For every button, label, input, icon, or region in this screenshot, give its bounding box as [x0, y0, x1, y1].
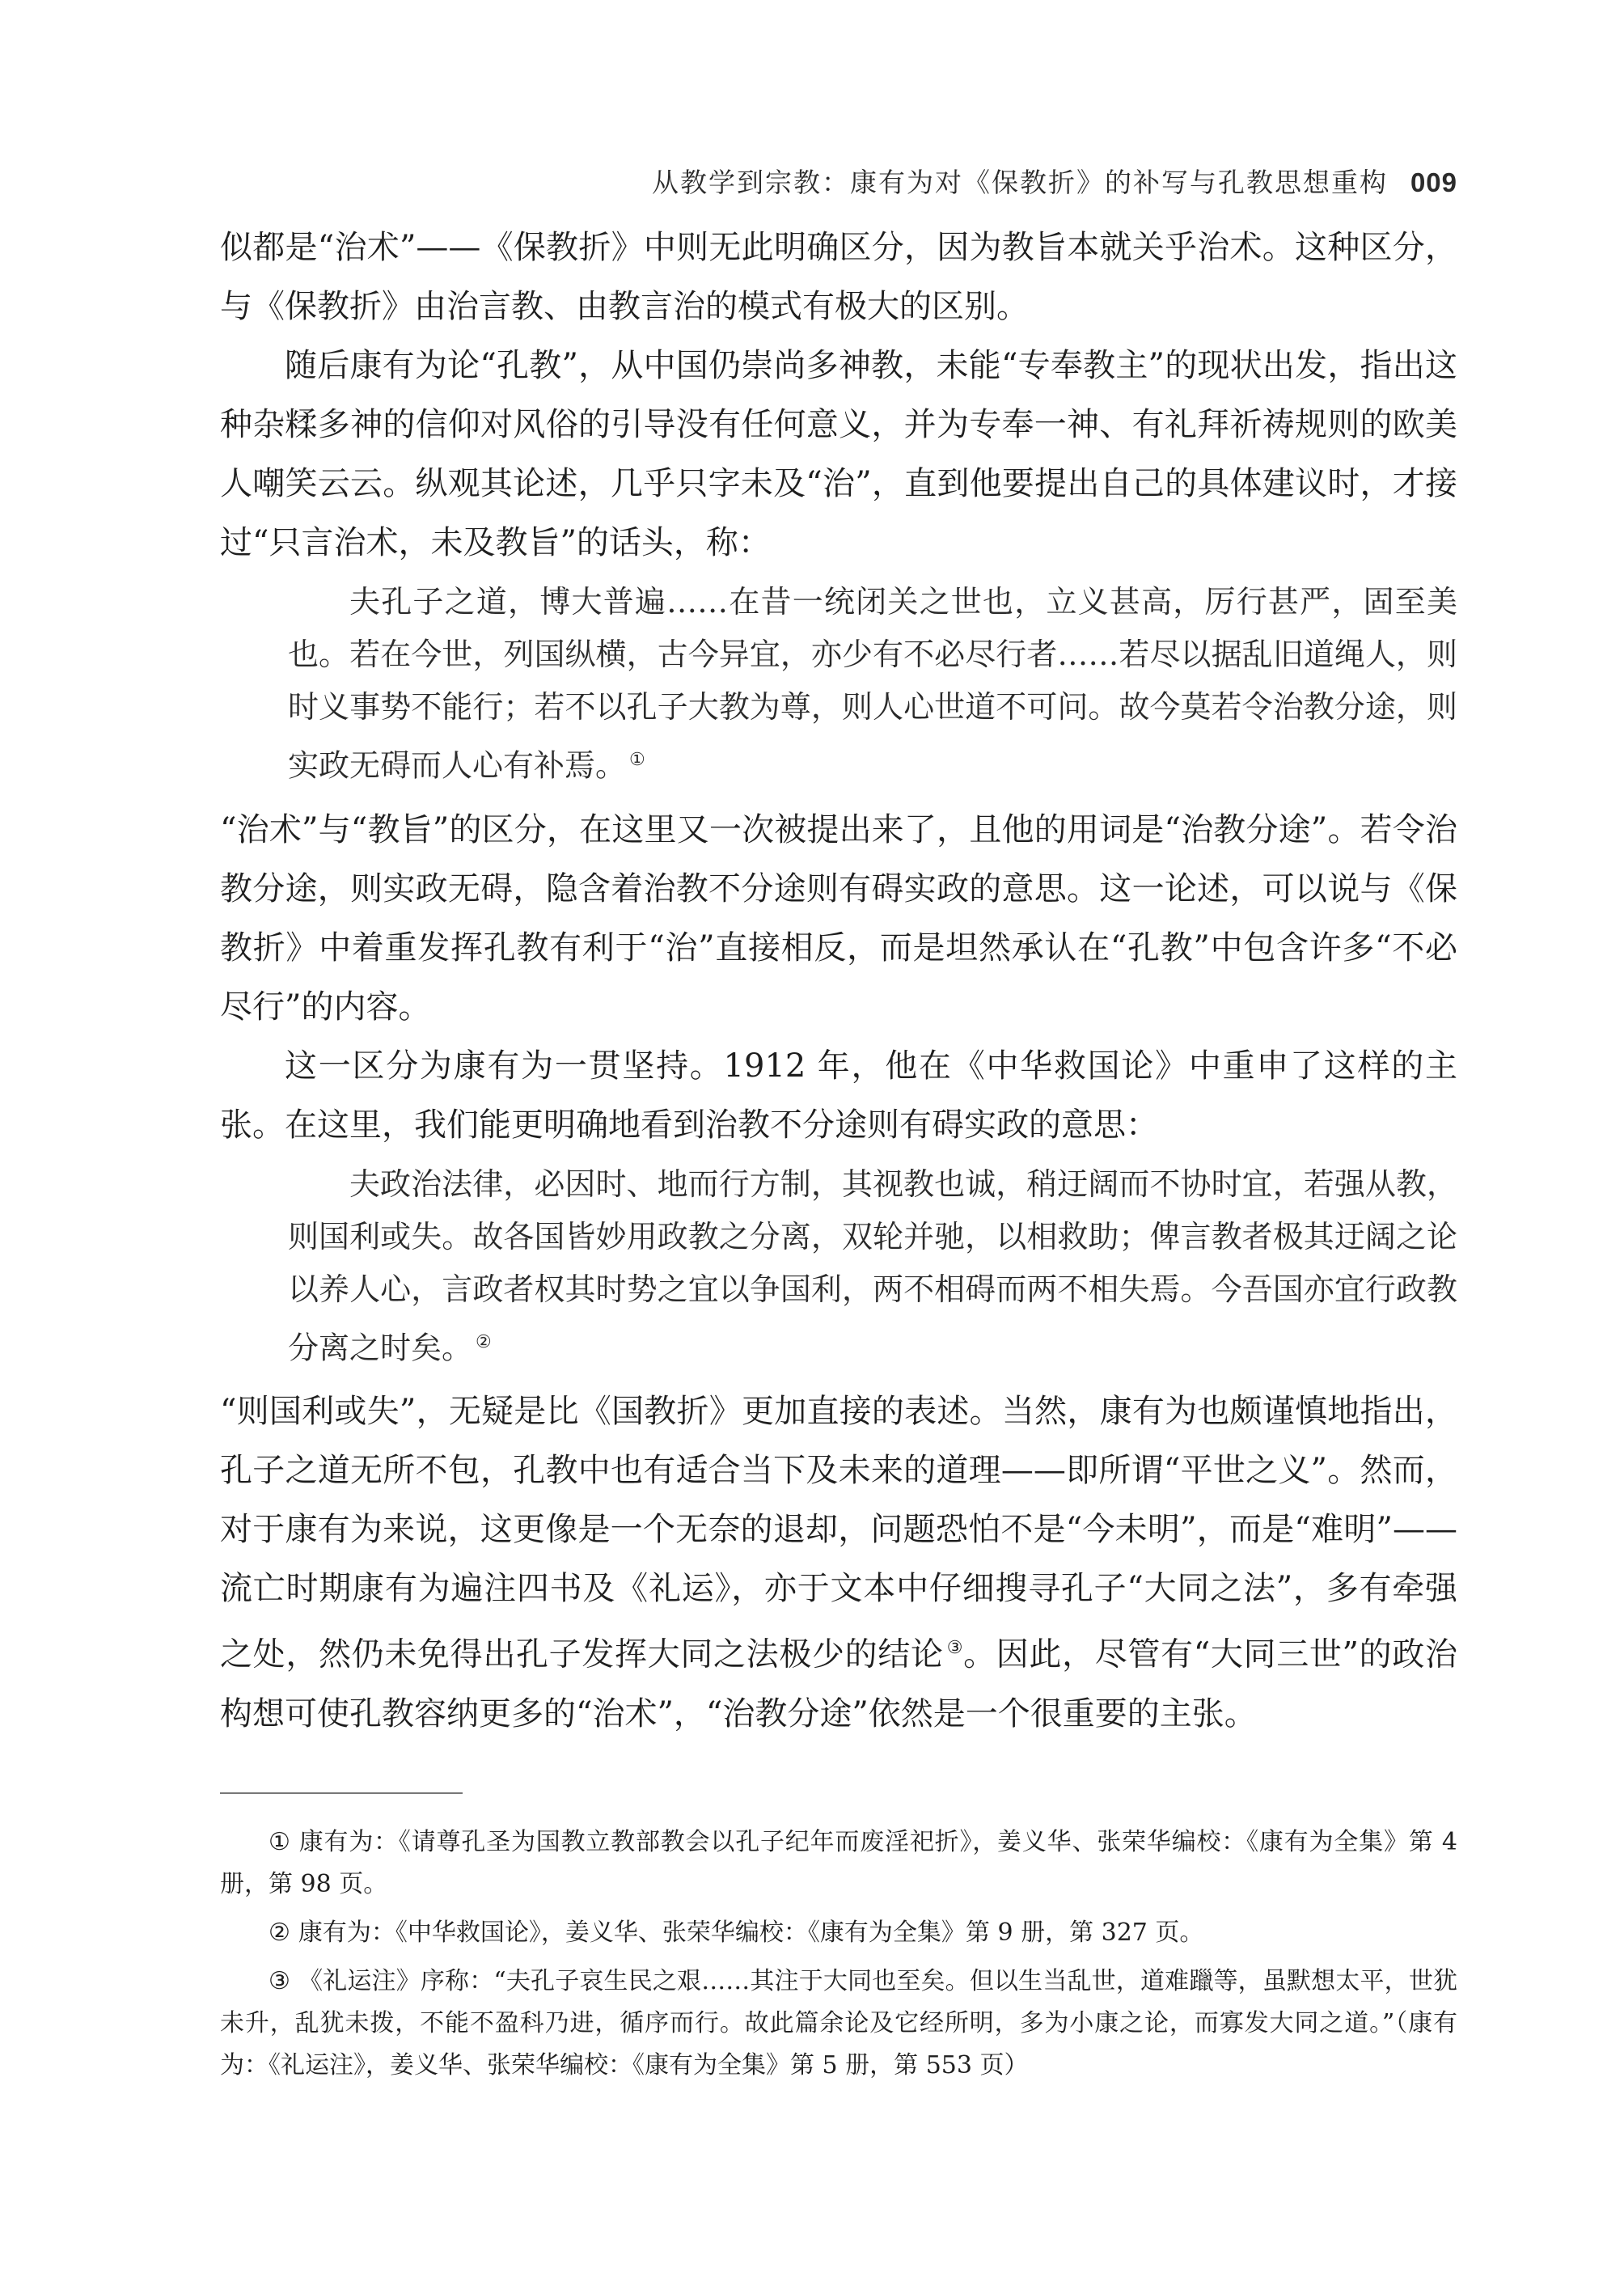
footnote-ref-3: ③ [946, 1638, 964, 1659]
footnote-3 [220, 1961, 1457, 2087]
paragraph-3: “治术”与“教旨”的区分，在这里又一次被提出来了，且他的用词是“治教分途”。若令治教分途，则实政无碍，隐含着治教不分途则有碍实政的意思。这一论述，可以说与《保教折》中着重发挥孔教有利于“治”直接相反，而是坦然承认在“孔教”中包含许多“不必尽行”的内容。 [220, 810, 1457, 1026]
paragraph-4: 这一区分为康有为一贯坚持。1912 年，他在《中华救国论》中重申了这样的主张。在这里，我们能更明确地看到治教不分途则有碍实政的意思： [220, 1047, 1457, 1144]
block-quote-2-text: 夫政治法律，必因时、地而行方制，其视教也诚，稍迂阔而不协时宜，若强从教，则国利或失。故各国皆妙用政教之分离，双轮并驰，以相救助；俾言教者极其迂阔之论以养人心，言政者权其时势之宜以争国利，两不相碍而两不相失焉。今吾国亦宜行政教分离之时矣。 [288, 1166, 1457, 1366]
footnote-ref-2: ② [476, 1331, 492, 1352]
footnote-3-mark: ③ [269, 1967, 291, 1995]
block-quote-2 [220, 1158, 1457, 1375]
footnote-1 [220, 1821, 1457, 1906]
footnote-3-text: 《礼运注》序称：“夫孔子哀生民之艰……其注于大同也至矣。但以生当乱世，道难躐等，虽默想太平，世犹未升，乱犹未拨，不能不盈科乃进，循序而行。故此篇余论及它经所明，多为小康之论，而寡发大同之道。”（康有为：《礼运注》，姜义华、张荣华编校：《康有为全集》第 5 册，第 553 页） [220, 1967, 1457, 2079]
footnote-ref-1: ① [629, 750, 645, 770]
body-text [220, 218, 1457, 1744]
footnote-2 [220, 1912, 1457, 1954]
paragraph-5-text-b: 。因此，尽管有“大同三世”的政治构想可使孔教容纳更多的“治术”，“治教分途”依然是一个很重要的主张。 [220, 1635, 1457, 1732]
footnote-divider [220, 1792, 463, 1794]
page-number: 009 [1410, 167, 1457, 197]
paragraph-2: 随后康有为论“孔教”，从中国仍崇尚多神教，未能“专奉教主”的现状出发，指出这种杂糅多神的信仰对风俗的引导没有任何意义，并为专奉一神、有礼拜祈祷规则的欧美人嘲笑云云。纵观其论述，几乎只字未及“治”，直到他要提出自己的具体建议时，才接过“只言治术，未及教旨”的话头，称： [220, 347, 1457, 561]
block-quote-1-text: 夫孔子之道，博大普遍……在昔一统闭关之世也，立义甚高，厉行甚严，固至美也。若在今世，列国纵横，古今异宜，亦少有不必尽行者……若尽以据乱旧道绳人，则时义事势不能行；若不以孔子大教为尊，则人心世道不可问。故今莫若令治教分途，则实政无碍而人心有补焉。 [288, 584, 1457, 784]
block-quote-1 [220, 576, 1457, 793]
footnote-2-text: 康有为：《中华救国论》，姜义华、张荣华编校：《康有为全集》第 9 册，第 327 页。 [298, 1919, 1204, 1947]
paragraph-1: 似都是“治术”——《保教折》中则无此明确区分，因为教旨本就关乎治术。这种区分，与《保教折》由治言教、由教言治的模式有极大的区别。 [220, 229, 1457, 325]
footnote-1-text: 康有为：《请尊孔圣为国教立教部教会以孔子纪年而废淫祀折》，姜义华、张荣华编校：《康有为全集》第 4 册，第 98 页。 [220, 1828, 1457, 1898]
paragraph-5-text-a: “则国利或失”，无疑是比《国教折》更加直接的表述。当然，康有为也颇谨慎地指出，孔子之道无所不包，孔教中也有适合当下及未来的道理——即所谓“平世之义”。然而，对于康有为来说，这更像是一个无奈的退却，问题恐怕不是“今未明”，而是“难明”——流亡时期康有为遍注四书及《礼运》，亦于文本中仔细搜寻孔子“大同之法”，多有牵强之处，然仍未免得出孔子发挥大同之法极少的结论 [220, 1393, 1457, 1673]
footnotes [220, 1821, 1457, 2093]
running-header [652, 162, 1457, 200]
footnote-2-mark: ② [269, 1919, 290, 1947]
running-title: 从教学到宗教：康有为对《保教折》的补写与孔教思想重构 [651, 167, 1388, 198]
paragraph-5 [220, 1382, 1457, 1743]
footnote-1-mark: ① [269, 1828, 291, 1856]
